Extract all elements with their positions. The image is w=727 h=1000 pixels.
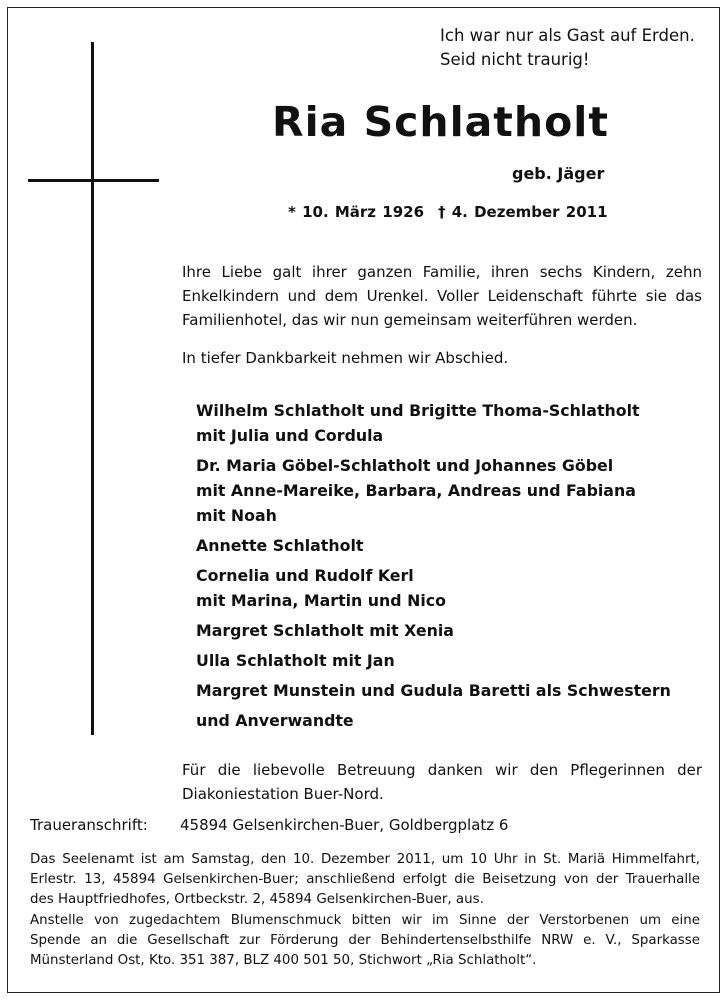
mourner-entry (196, 708, 706, 733)
death-date: † 4. Dezember 2011 (438, 203, 608, 221)
service-line: Das Seelenamt ist am Samstag, den 10. Dezember 2011, um 10 Uhr in St. Mariä Himmelfahrt, (30, 852, 700, 867)
cross-icon-vertical (91, 42, 94, 735)
mourner-entry (196, 618, 706, 643)
mourner-entry (196, 648, 706, 673)
mourner-line: mit Anne-Mareike, Barbara, Andreas und Fabiana (196, 481, 636, 500)
mourning-address (30, 816, 508, 834)
thanks-text: Für die liebevolle Betreuung danken wir den Pflegerinnen der Diakoniestation Buer-Nord. (182, 761, 702, 803)
tribute-text: Ihre Liebe galt ihrer ganzen Familie, ihren sechs Kindern, zehn Enkelkindern und dem Urenkel. Voller Leidenschaft führte sie das Familienhotel, das wir nun gemeinsam weiterführen werden. (182, 263, 702, 329)
mourner-line: mit Julia und Cordula (196, 426, 384, 445)
cross-icon-horizontal (28, 179, 159, 182)
mourner-line: Dr. Maria Göbel-Schlatholt und Johannes Göbel (196, 456, 614, 475)
mourner-entry (196, 678, 706, 703)
address-label: Traueranschrift: (30, 816, 148, 834)
mourner-line: Annette Schlatholt (196, 536, 364, 555)
mourner-line: mit Noah (196, 506, 277, 525)
mourner-entry (196, 398, 706, 448)
service-line: des Hauptfriedhofes, Ortbeckstr. 2, 45894 Gelsenkirchen-Buer, aus. (30, 892, 484, 907)
birth-date: * 10. März 1926 (288, 203, 425, 221)
mourner-entry (196, 533, 706, 558)
mourner-line: Cornelia und Rudolf Kerl (196, 566, 414, 585)
donation-line: Münsterland Ost, Kto. 351 387, BLZ 400 501 50, Stichwort „Ria Schlatholt“. (30, 953, 537, 968)
mourner-line: Margret Schlatholt mit Xenia (196, 621, 454, 640)
deceased-name: Ria Schlatholt (272, 98, 609, 146)
farewell-text: In tiefer Dankbarkeit nehmen wir Abschied. (182, 349, 509, 367)
mourner-line: und Anverwandte (196, 711, 354, 730)
mourner-line: mit Marina, Martin und Nico (196, 591, 446, 610)
mourners-list (196, 398, 706, 738)
service-info (30, 850, 700, 910)
maiden-name: geb. Jäger (512, 164, 605, 183)
life-dates (288, 203, 608, 221)
motto (440, 24, 695, 72)
mourner-entry (196, 563, 706, 613)
mourner-line: Margret Munstein und Gudula Baretti als Schwestern (196, 681, 671, 700)
mourner-line: Ulla Schlatholt mit Jan (196, 651, 395, 670)
address-value: 45894 Gelsenkirchen-Buer, Goldbergplatz 6 (180, 816, 509, 834)
motto-line-2: Seid nicht traurig! (440, 50, 590, 69)
mourner-line: Wilhelm Schlatholt und Brigitte Thoma-Schlatholt (196, 401, 640, 420)
donation-line: Anstelle von zugedachtem Blumenschmuck bitten wir im Sinne der Verstorbenen um eine (30, 913, 700, 928)
service-line: Erlestr. 13, 45894 Gelsenkirchen-Buer; anschließend erfolgt die Beisetzung von der Trauerhalle (30, 872, 700, 887)
donation-line: Spende an die Gesellschaft zur Förderung der Behindertenselbsthilfe NRW e. V., Sparkasse (30, 933, 700, 948)
mourner-entry (196, 453, 706, 528)
motto-line-1: Ich war nur als Gast auf Erden. (440, 26, 695, 45)
donation-info (30, 911, 700, 971)
